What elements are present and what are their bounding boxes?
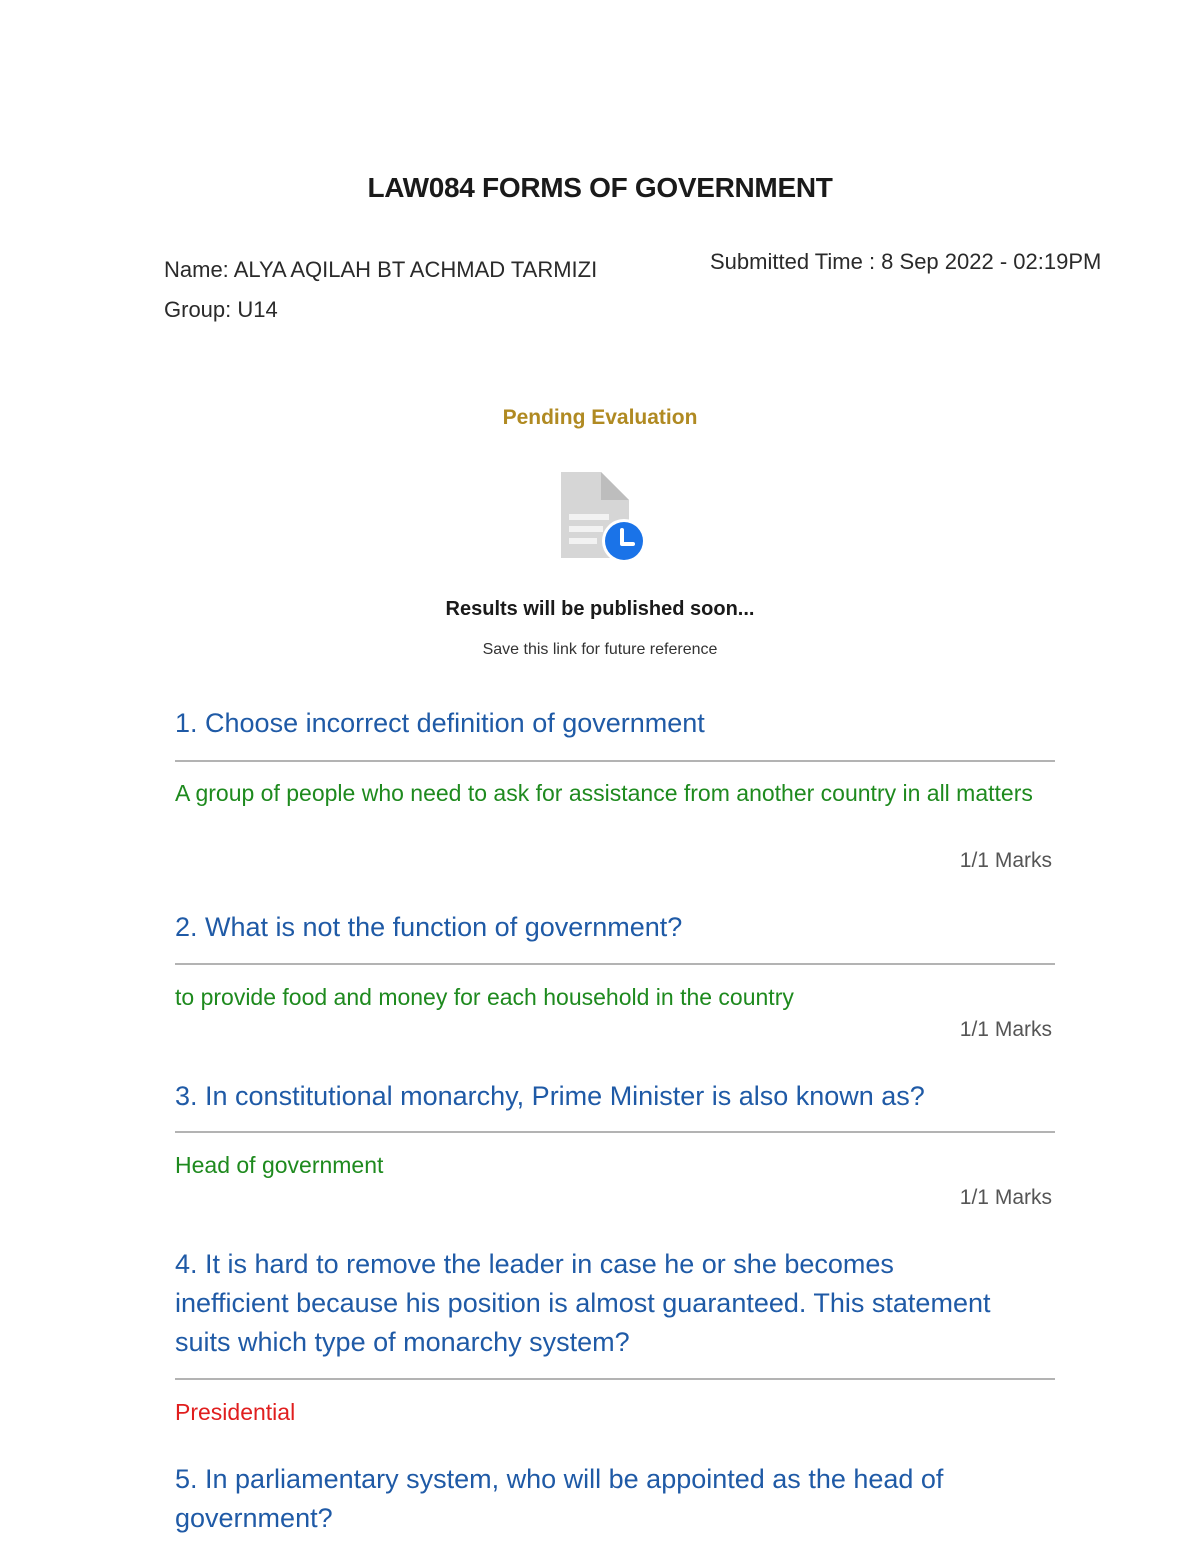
- question-3-marks: 1/1 Marks: [959, 1186, 1052, 1209]
- question-3-text: 3. In constitutional monarchy, Prime Minister is also known as?: [175, 1081, 925, 1111]
- question-divider: [175, 760, 1055, 762]
- question-5-text: 5. In parliamentary system, who will be appointed as the head of government?: [175, 1464, 944, 1533]
- student-name: Name: ALYA AQILAH BT ACHMAD TARMIZI: [164, 257, 598, 282]
- document-clock-graphic: [555, 470, 649, 564]
- question-1-marks: 1/1 Marks: [959, 849, 1052, 872]
- question-2-text: 2. What is not the function of government?: [175, 912, 683, 942]
- submitted-time: Submitted Time : 8 Sep 2022 - 02:19PM: [710, 249, 1102, 274]
- document-line: [569, 526, 603, 532]
- question-3-answer: Head of government: [175, 1152, 384, 1178]
- page-title: LAW084 FORMS OF GOVERNMENT: [367, 172, 833, 203]
- question-2-marks: 1/1 Marks: [959, 1018, 1052, 1041]
- student-group: Group: U14: [164, 297, 278, 322]
- question-1-text: 1. Choose incorrect definition of government: [175, 708, 705, 738]
- document-line: [569, 514, 609, 520]
- pending-evaluation-label: Pending Evaluation: [502, 406, 698, 429]
- results-message: Results will be published soon...: [445, 598, 755, 620]
- save-hint: Save this link for future reference: [482, 641, 718, 658]
- document-fold: [601, 472, 629, 500]
- question-4-text: 4. It is hard to remove the leader in case he or she becomes inefficient because his position is almost guaranteed. This statement suits which type of monarchy system?: [175, 1249, 991, 1357]
- document-clock-icon: [555, 470, 649, 564]
- question-4-answer: Presidential: [175, 1399, 296, 1425]
- question-divider: [175, 1378, 1055, 1380]
- question-1-answer: A group of people who need to ask for assistance from another country in all matters: [175, 780, 1033, 806]
- question-divider: [175, 963, 1055, 965]
- question-2-answer: to provide food and money for each household in the country: [175, 984, 794, 1010]
- student-info: [164, 250, 597, 330]
- document-line: [569, 538, 597, 544]
- question-divider: [175, 1131, 1055, 1133]
